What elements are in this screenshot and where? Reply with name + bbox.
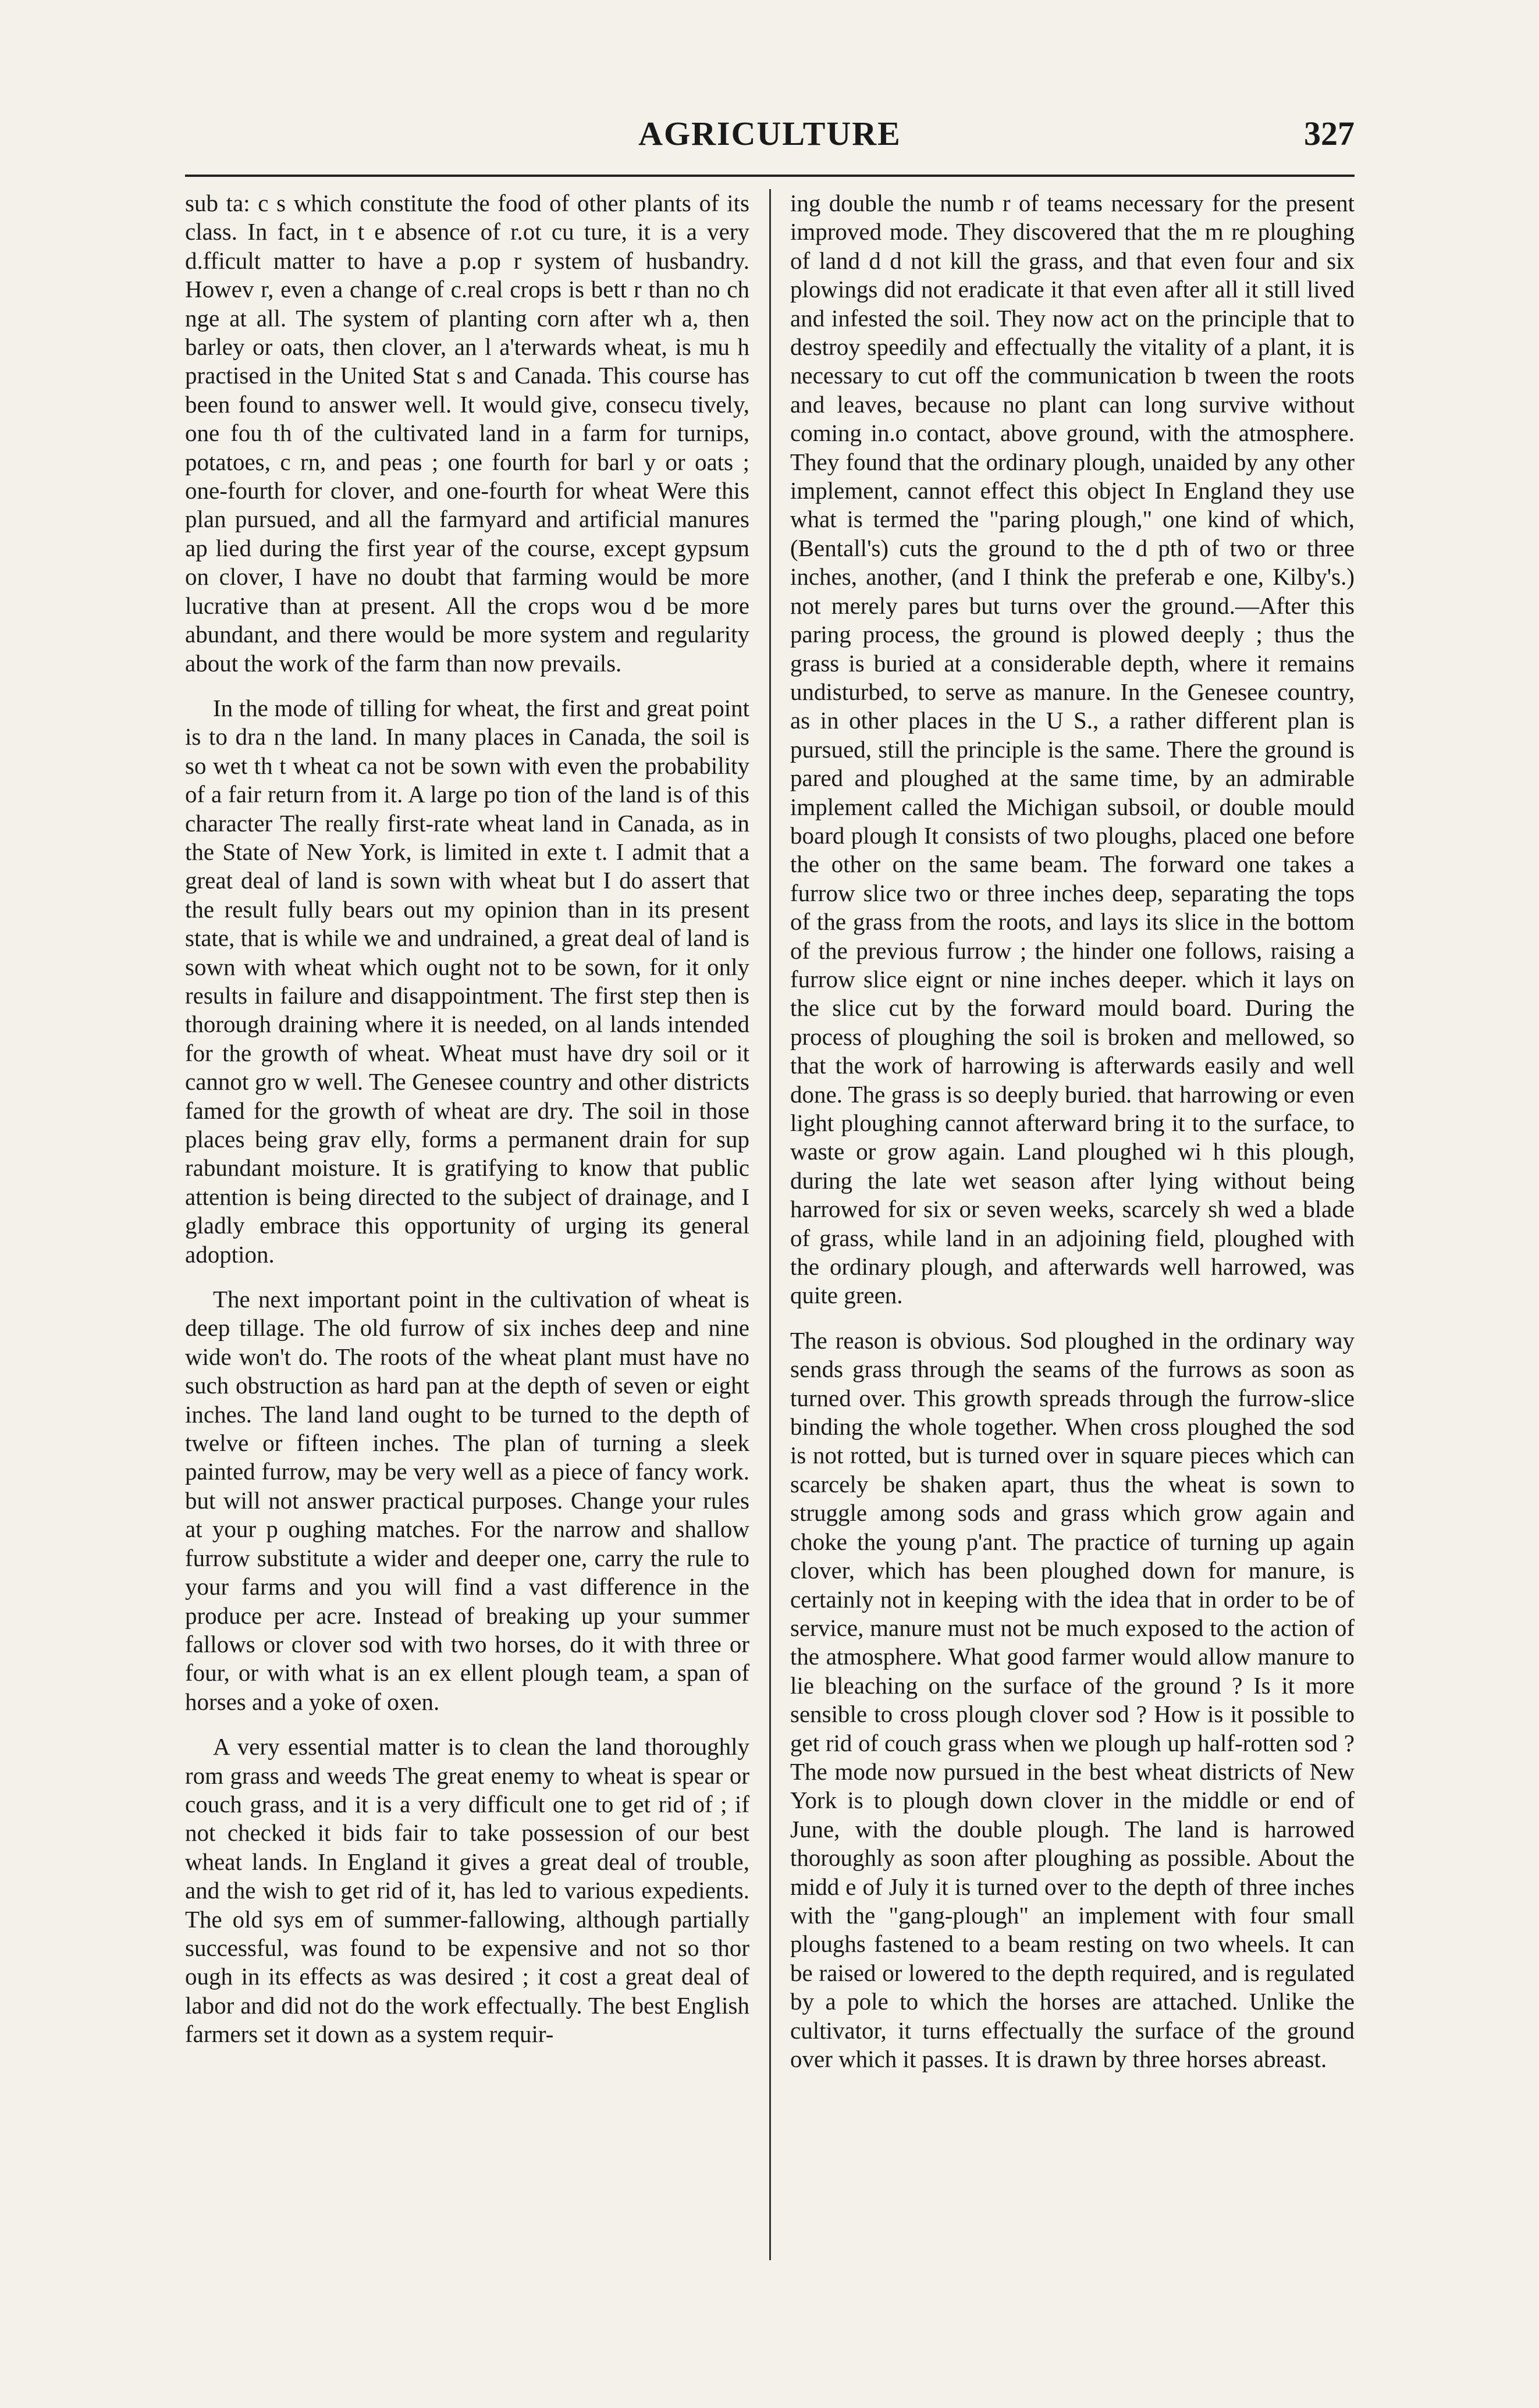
paragraph: sub ta: c s which constitute the food of other plants of its class. In fact, in t e absence of r.ot cu ture, it is a very d.fficult matter to have a p.op r system of husbandry. Howev r, even a change of c.real crops is bett r than no ch nge at all. The system of planting corn after wh a, then barley or oats, then clover, an l a'terwards wheat, is mu h practised in the United Stat s and Canada. This course has been found to answer well. It would give, consecu tively, one fou th of the cultivated land in a farm for turnips, potatoes, c rn, and peas ; one fourth for barl y or oats ; one-fourth for clover, and one-fourth for wheat Were this plan pursued, and all the farmyard and artificial manures ap lied during the first year of the course, except gypsum on clover, I have no doubt that farming would be more lucrative than at present. All the crops wou d be more abundant, and there would be more system and regularity about the work of the farm than now prevails. <box>185 190 749 677</box>
paragraph: In the mode of tilling for wheat, the first and great point is to dra n the land. In many places in Canada, the soil is so wet th t wheat ca not be sown with even the probability of a fair return from it. A large po tion of the land is of this character The really first-rate wheat land in Canada, as in the State of New York, is limited in exte t. I admit that a great deal of land is sown with wheat but I do assert that the result fully bears out my opinion than in its present state, that is while we and undrained, a great deal of land is sown with wheat which ought not to be sown, for it only results in failure and disappointment. The first step then is thorough draining where it is needed, on al lands intended for the growth of wheat. Wheat must have dry soil or it cannot gro w well. The Genesee country and other districts famed for the growth of wheat are dry. The soil in those places being grav elly, forms a permanent drain for sup rabundant moisture. It is gratifying to know that public attention is being directed to the subject of drainage, and I gladly embrace this opportunity of urging its general adoption. <box>185 694 749 1268</box>
left-column <box>185 189 749 2260</box>
paragraph: The next important point in the cultivation of wheat is deep tillage. The old furrow of six inches deep and nine wide won't do. The roots of the wheat plant must have no such obstruction as hard pan at the depth of seven or eight inches. The land land ought to be turned to the depth of twelve or fifteen inches. The plan of turning a sleek painted furrow, may be very well as a piece of fancy work. but will not answer practical purposes. Change your rules at your p oughing matches. For the narrow and shallow furrow substitute a wider and deeper one, carry the rule to your farms and you will find a vast difference in the produce per acre. Instead of breaking up your summer fallows or clover sod with two horses, do it with three or four, or with what is an ex ellent plough team, a span of horses and a yoke of oxen. <box>185 1286 749 1715</box>
column-divider <box>769 189 771 2260</box>
page-number: 327 <box>1304 115 1355 152</box>
page-header <box>185 114 1355 166</box>
running-title: AGRICULTURE <box>638 115 901 152</box>
paragraph: ing double the numb r of teams necessary for the present improved mode. They discovered that the m re ploughing of land d d not kill the grass, and that even four and six plowings did not eradicate it that even after all it still lived and infested the soil. They now act on the principle that to destroy speedily and effectually the vitality of a plant, it is necessary to cut off the communication b tween the roots and leaves, because no plant can long survive without coming in.o contact, above ground, with the atmosphere. They found that the ordinary plough, unaided by any other implement, cannot effect this object In England they use what is termed the "paring plough," one kind of which, (Bentall's) cuts the ground to the d pth of two or three inches, another, (and I think the preferab e one, Kilby's.) not merely pares but turns over the ground.—After this paring process, the ground is plowed deeply ; thus the grass is buried at a considerable depth, where it remains undisturbed, to serve as manure. In the Genesee country, as in other places in the U S., a rather different plan is pursued, still the principle is the same. There the ground is pared and ploughed at the same time, by an admirable implement called the Michigan subsoil, or double mould board plough It consists of two ploughs, placed one before the other on the same beam. The forward one takes a furrow slice two or three inches deep, separating the tops of the grass from the roots, and lays its slice in the bottom of the previous furrow ; the hinder one follows, raising a furrow slice eignt or nine inches deeper. which it lays on the slice cut by the forward mould board. During the process of ploughing the soil is broken and mellowed, so that the work of harrowing is afterwards easily and well done. The grass is so deeply buried. that harrowing or even light ploughing cannot afterward bring it to the surface, to waste or grow again. Land ploughed wi h this plough, during the late wet season after lying without being harrowed for six or seven weeks, scarcely sh wed a blade of grass, while land in an adjoining field, ploughed with the ordinary plough, and afterwards well harrowed, was quite green. <box>790 190 1355 1309</box>
paragraph: The reason is obvious. Sod ploughed in the ordinary way sends grass through the seams of the furrows as soon as turned over. This growth spreads through the furrow-slice binding the whole together. When cross ploughed the sod is not rotted, but is turned over in square pieces which can scarcely be shaken apart, thus the wheat is sown to struggle among sods and grass which grow again and choke the young p'ant. The practice of turning up again clover, which has been ploughed down for manure, is certainly not in keeping with the idea that in order to be of service, manure must not be much exposed to the action of the atmosphere. What good farmer would allow manure to lie bleaching on the surface of the ground ? Is it more sensible to cross plough clover sod ? How is it possible to get rid of couch grass when we plough up half-rotten sod ? The mode now pursued in the best wheat districts of New York is to plough down clover in the middle or end of June, with the double plough. The land is harrowed thoroughly as soon after ploughing as possible. About the midd e of July it is turned over to the depth of three inches with the "gang-plough" an implement with four small ploughs fastened to a beam resting on two wheels. It can be raised or lowered to the depth required, and is regulated by a pole to which the horses are attached. Unlike the cultivator, it turns effectually the surface of the ground over which it passes. It is drawn by three horses abreast. <box>790 1326 1355 2072</box>
paragraph: A very essential matter is to clean the land thoroughly rom grass and weeds The great enemy to wheat is spear or couch grass, and it is a very difficult one to get rid of ; if not checked it bids fair to take possession of our best wheat lands. In England it gives a great deal of trouble, and the wish to get rid of it, has led to various expedients. The old sys em of summer-fallowing, although partially successful, was found to be expensive and not so thor ough in its effects as was desired ; it cost a great deal of labor and did not do the work effectually. The best English farmers set it down as a system requir- <box>185 1733 749 2048</box>
header-rule <box>185 175 1355 177</box>
right-column <box>790 189 1355 2260</box>
